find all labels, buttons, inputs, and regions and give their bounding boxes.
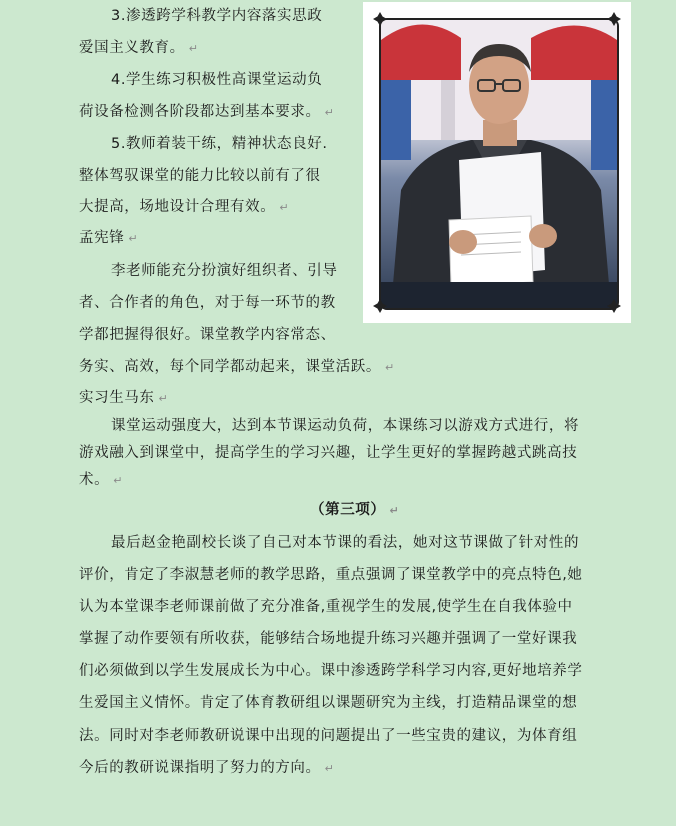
text-line: 游戏融入到课堂中，提高学生的学习兴趣，让学生更好的掌握跨越式跳高技 xyxy=(79,445,578,461)
text-line: 掌握了动作要领有所收获，能够结合场地提升练习兴趣并强调了一堂好课我 xyxy=(79,631,578,647)
text-line: 生爱国主义情怀。肯定了体育教研组以课题研究为主线，打造精品课堂的想 xyxy=(79,695,578,711)
author-name: 孟宪锋 ↵ xyxy=(79,230,139,246)
text-line: 最后赵金艳副校长谈了自己对本节课的看法，她对这节课做了针对性的 xyxy=(111,535,580,551)
text-line: 学都把握得很好。课堂教学内容常态、 xyxy=(79,327,336,343)
corner-ornament-icon xyxy=(605,297,623,315)
corner-ornament-icon xyxy=(371,297,389,315)
text-line: 整体驾驭课堂的能力比较以前有了很 xyxy=(79,168,321,184)
text-line: 术。 ↵ xyxy=(79,472,124,488)
text-line: 们必须做到以学生发展成长为中心。课中渗透跨学科学习内容,更好地培养学 xyxy=(79,663,583,679)
text-line: 认为本堂课李老师课前做了充分准备,重视学生的发展,使学生在自我体验中 xyxy=(79,599,573,615)
text-line: 者、合作者的角色，对于每一环节的教 xyxy=(79,295,336,311)
text-line: 大提高，场地设计合理有效。 ↵ xyxy=(79,199,290,215)
text-line: 爱国主义教育。 ↵ xyxy=(79,40,199,56)
text-line: 今后的教研说课指明了努力的方向。 ↵ xyxy=(79,760,335,776)
photo-frame xyxy=(363,2,631,323)
corner-ornament-icon xyxy=(371,10,389,28)
author-name: 实习生马东 ↵ xyxy=(79,390,169,406)
text-line: 法。同时对李老师教研说课中出现的问题提出了一些宝贵的建议，为体育组 xyxy=(79,728,578,744)
text-line: 5.教师着装干练，精神状态良好. xyxy=(111,136,328,152)
text-line: 评价，肯定了李淑慧老师的教学思路，重点强调了课堂教学中的亮点特色,她 xyxy=(79,567,583,583)
section-heading: （第三项） ↵ xyxy=(310,502,400,518)
text-line: 3.渗透跨学科教学内容落实思政 xyxy=(111,8,323,24)
text-line: 荷设备检测各阶段都达到基本要求。 ↵ xyxy=(79,104,335,120)
text-line: 4.学生练习积极性高课堂运动负 xyxy=(111,72,323,88)
speaker-photo xyxy=(379,18,619,310)
corner-ornament-icon xyxy=(605,10,623,28)
text-line: 李老师能充分扮演好组织者、引导 xyxy=(111,263,338,279)
text-line: 务实、高效，每个同学都动起来，课堂活跃。 ↵ xyxy=(79,359,395,375)
text-line: 课堂运动强度大，达到本节课运动负荷，本课练习以游戏方式进行，将 xyxy=(111,418,580,434)
